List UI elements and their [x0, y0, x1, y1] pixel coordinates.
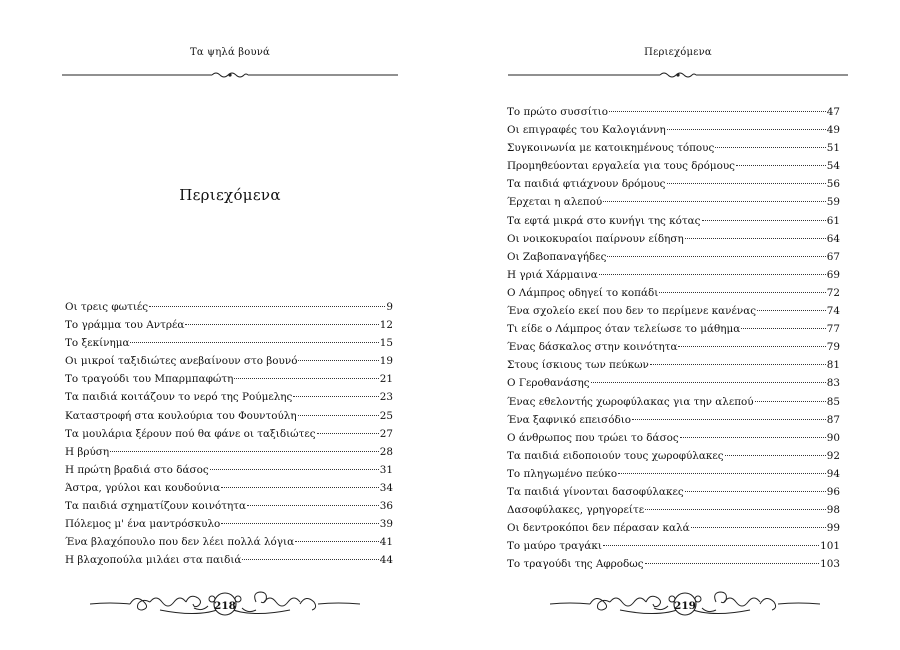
toc-entry [507, 175, 840, 193]
toc-entry [507, 429, 840, 447]
toc-entry-title: Τα παιδιά κοιτάζουν το νερό της Ρούμελης [65, 391, 293, 404]
running-head: Τα ψηλά βουνά [189, 47, 271, 58]
toc-entry [507, 356, 840, 374]
dot-leader [298, 415, 379, 416]
toc-entry-page: 27 [379, 427, 393, 440]
toc-entry [507, 139, 840, 157]
toc-entry-title: Η βλαχοπούλα μιλάει στα παιδιά [65, 554, 242, 567]
toc-entry [65, 316, 393, 334]
toc-entry [507, 266, 840, 284]
toc-entry-page: 54 [826, 160, 840, 173]
toc-entry-title: Ο Λάμπρος οδηγεί το κοπάδι [507, 286, 659, 299]
toc-entry-title: Οι επιγραφές του Καλογιάννη [507, 124, 666, 137]
toc-entry-title: Το ξεκίνημα [65, 337, 130, 350]
dot-leader [755, 401, 826, 402]
toc-entry-title: Συγκοινωνία με κατοικημένους τόπους [507, 142, 715, 155]
toc-entry-title: Έρχεται η αλεπού [507, 196, 603, 209]
dot-leader [691, 527, 826, 528]
dot-leader [247, 505, 379, 506]
toc-entry-page: 56 [826, 178, 840, 191]
toc-entry-title: Ο άνθρωπος που τρώει το δάσος [507, 431, 679, 444]
toc-entry [65, 551, 393, 569]
toc-entry-title: Πόλεμος μ' ένα μαντρόσκυλο [65, 518, 221, 531]
dot-leader [185, 324, 378, 325]
toc-entry [507, 230, 840, 248]
dot-leader [650, 364, 826, 365]
toc-entry-page: 94 [826, 467, 840, 480]
toc-entry-page: 25 [379, 409, 393, 422]
toc-entry-title: Ο Γεροθανάσης [507, 377, 590, 390]
toc-entry-title: Το γράμμα του Αντρέα [65, 319, 185, 332]
toc-entry-title: Στους ίσκιους των πεύκων [507, 359, 649, 372]
toc-entry [507, 248, 840, 266]
toc-entry [65, 370, 393, 388]
chapter-title: Περιεχόμενα [179, 186, 281, 204]
dot-leader [591, 382, 826, 383]
toc-entry [65, 497, 393, 515]
dot-leader [725, 455, 826, 456]
toc-entry-page: 61 [826, 214, 840, 227]
dot-leader [667, 183, 826, 184]
toc-entry-title: Το τραγούδι της Αφροδως [507, 558, 644, 571]
toc-entry-title: Ένα σχολείο εκεί που δεν το περίμενε κανένας [507, 305, 757, 318]
toc-entry-title: Τα παιδιά ειδοποιούν τους χωροφύλακες [507, 449, 724, 462]
toc-entry [507, 447, 840, 465]
toc-entry [507, 320, 840, 338]
dot-leader [603, 201, 826, 202]
dot-leader [298, 360, 378, 361]
toc-entry-page: 51 [826, 142, 840, 155]
dot-leader [221, 487, 379, 488]
toc-entry-title: Οι τρεις φωτιές [65, 301, 149, 313]
dot-leader [632, 419, 826, 420]
toc-entry-title: Τα εφτά μικρά στο κυνήγι της κότας [507, 214, 701, 227]
toc-entry-title: Το τραγούδι του Μπαρμπαφώτη [65, 373, 234, 386]
dot-leader [741, 328, 826, 329]
dot-leader [293, 396, 378, 397]
toc-entry-page: 103 [820, 558, 840, 571]
dot-leader [130, 342, 378, 343]
dot-leader [659, 292, 825, 293]
toc-entry-title: Τι είδε ο Λάμπρος όταν τελείωσε το μάθημα [507, 323, 741, 336]
dot-leader [680, 437, 826, 438]
toc-entry-title: Τα μουλάρια ξέρουν πού θα φάνε οι ταξιδιώτες [65, 427, 316, 440]
table-of-contents [65, 298, 393, 569]
toc-entry [65, 425, 393, 443]
dot-leader [715, 147, 825, 148]
toc-entry-title: Το πληγωμένο πεύκο [507, 467, 618, 480]
toc-entry-title: Οι μικροί ταξιδιώτες ανεβαίνουν στο βουνό [65, 355, 298, 368]
dot-leader [110, 451, 379, 452]
toc-entry-page: 98 [826, 504, 840, 517]
toc-entry-title: Ένας εθελοντής χωροφύλακας για την αλεπού [507, 395, 754, 408]
toc-entry [507, 121, 840, 139]
dot-leader [242, 559, 378, 560]
dot-leader [599, 274, 826, 275]
table-of-contents [507, 103, 840, 573]
toc-entry [507, 103, 840, 121]
dot-leader [149, 306, 385, 307]
toc-entry-page: 49 [826, 124, 840, 137]
toc-entry [507, 374, 840, 392]
toc-entry [65, 407, 393, 425]
toc-entry [65, 461, 393, 479]
toc-entry-page: 12 [379, 319, 393, 332]
dot-leader [736, 165, 826, 166]
dot-leader [317, 433, 379, 434]
toc-entry-title: Καταστροφή στα κουλούρια του Φουντούλη [65, 409, 297, 422]
dot-leader [618, 473, 826, 474]
toc-entry-page: 31 [379, 463, 393, 476]
toc-entry-title: Τα παιδιά σχηματίζουν κοινότητα [65, 500, 246, 513]
toc-entry [507, 157, 840, 175]
toc-entry-page: 87 [826, 413, 840, 426]
toc-entry-title: Οι Ζαβοπαναγήδες [507, 250, 607, 263]
toc-entry-title: Προμηθεύονται εργαλεία για τους δρόμους [507, 160, 735, 173]
dot-leader [667, 129, 826, 130]
toc-entry [65, 298, 393, 316]
toc-entry [65, 352, 393, 370]
toc-entry-page: 96 [826, 485, 840, 498]
dot-leader [678, 346, 825, 347]
toc-entry-title: Το μαύρο τραγάκι [507, 540, 602, 553]
toc-entry-title: Άστρα, γρύλοι και κουδούνια [65, 481, 221, 494]
toc-entry-page: 9 [386, 301, 393, 313]
toc-entry-page: 47 [826, 106, 840, 118]
toc-entry-title: Οι νοικοκυραίοι παίρνουν είδηση [507, 232, 684, 245]
toc-entry [507, 519, 840, 537]
toc-entry-page: 69 [826, 268, 840, 281]
toc-entry-page: 64 [826, 232, 840, 245]
toc-entry [65, 479, 393, 497]
page-number: 219 [674, 600, 696, 612]
toc-entry-page: 67 [826, 250, 840, 263]
toc-entry-page: 101 [820, 540, 840, 553]
toc-entry [65, 334, 393, 352]
toc-entry [507, 284, 840, 302]
toc-entry-page: 39 [379, 518, 393, 531]
dot-leader [234, 378, 378, 379]
toc-entry-page: 74 [826, 305, 840, 318]
toc-entry [65, 443, 393, 461]
toc-entry-title: Το πρώτο συσσίτιο [507, 106, 608, 118]
dot-leader [757, 310, 826, 311]
right-page [450, 0, 900, 650]
header-rule-ornament [62, 70, 398, 80]
dot-leader [210, 469, 379, 470]
dot-leader [607, 256, 825, 257]
toc-entry-page: 92 [826, 449, 840, 462]
toc-entry-title: Τα παιδιά φτιάχνουν δρόμους [507, 178, 666, 191]
dot-leader [221, 523, 378, 524]
toc-entry [507, 338, 840, 356]
toc-entry-page: 72 [826, 286, 840, 299]
toc-entry-page: 41 [379, 536, 393, 549]
toc-entry [507, 501, 840, 519]
toc-entry-page: 59 [826, 196, 840, 209]
toc-entry-page: 99 [826, 522, 840, 535]
toc-entry-title: Η βρύση [65, 445, 110, 458]
toc-entry-page: 79 [826, 341, 840, 354]
toc-entry [65, 388, 393, 406]
toc-entry [507, 465, 840, 483]
toc-entry-page: 90 [826, 431, 840, 444]
toc-entry-page: 83 [826, 377, 840, 390]
toc-entry-page: 85 [826, 395, 840, 408]
toc-entry-title: Τα παιδιά γίνονται δασοφύλακες [507, 485, 684, 498]
toc-entry [507, 393, 840, 411]
dot-leader [609, 111, 826, 112]
toc-entry-title: Η πρώτη βραδιά στο δάσος [65, 463, 209, 476]
toc-entry-page: 21 [379, 373, 393, 386]
toc-entry-page: 44 [379, 554, 393, 567]
toc-entry-title: Ένα ξαφνικό επεισόδιο [507, 413, 632, 426]
toc-entry [65, 533, 393, 551]
dot-leader [645, 563, 820, 564]
toc-entry-page: 34 [379, 481, 393, 494]
page-number: 218 [214, 600, 236, 612]
dot-leader [685, 238, 826, 239]
dot-leader [702, 220, 826, 221]
dot-leader [603, 545, 819, 546]
toc-entry-page: 28 [379, 445, 393, 458]
toc-entry [65, 515, 393, 533]
toc-entry-page: 23 [379, 391, 393, 404]
toc-entry [507, 483, 840, 501]
toc-entry [507, 555, 840, 573]
dot-leader [645, 509, 826, 510]
toc-entry [507, 411, 840, 429]
toc-entry [507, 302, 840, 320]
toc-entry-title: Δασοφύλακες, γρηγορείτε [507, 504, 645, 517]
toc-entry-page: 36 [379, 500, 393, 513]
dot-leader [295, 541, 379, 542]
toc-entry-title: Οι δεντροκόποι δεν πέρασαν καλά [507, 522, 690, 535]
toc-entry-title: Ένας δάσκαλος στην κοινότητα [507, 341, 678, 354]
toc-entry-title: Ένα βλαχόπουλο που δεν λέει πολλά λόγια [65, 536, 295, 549]
toc-entry-page: 15 [379, 337, 393, 350]
toc-entry-page: 19 [379, 355, 393, 368]
header-rule-ornament [508, 70, 848, 80]
toc-entry [507, 193, 840, 211]
toc-entry-title: Η γριά Χάρμαινα [507, 268, 598, 281]
toc-entry [507, 212, 840, 230]
toc-entry-page: 77 [826, 323, 840, 336]
toc-entry-page: 81 [826, 359, 840, 372]
running-head: Περιεχόμενα [644, 47, 712, 58]
dot-leader [685, 491, 826, 492]
toc-entry [507, 537, 840, 555]
